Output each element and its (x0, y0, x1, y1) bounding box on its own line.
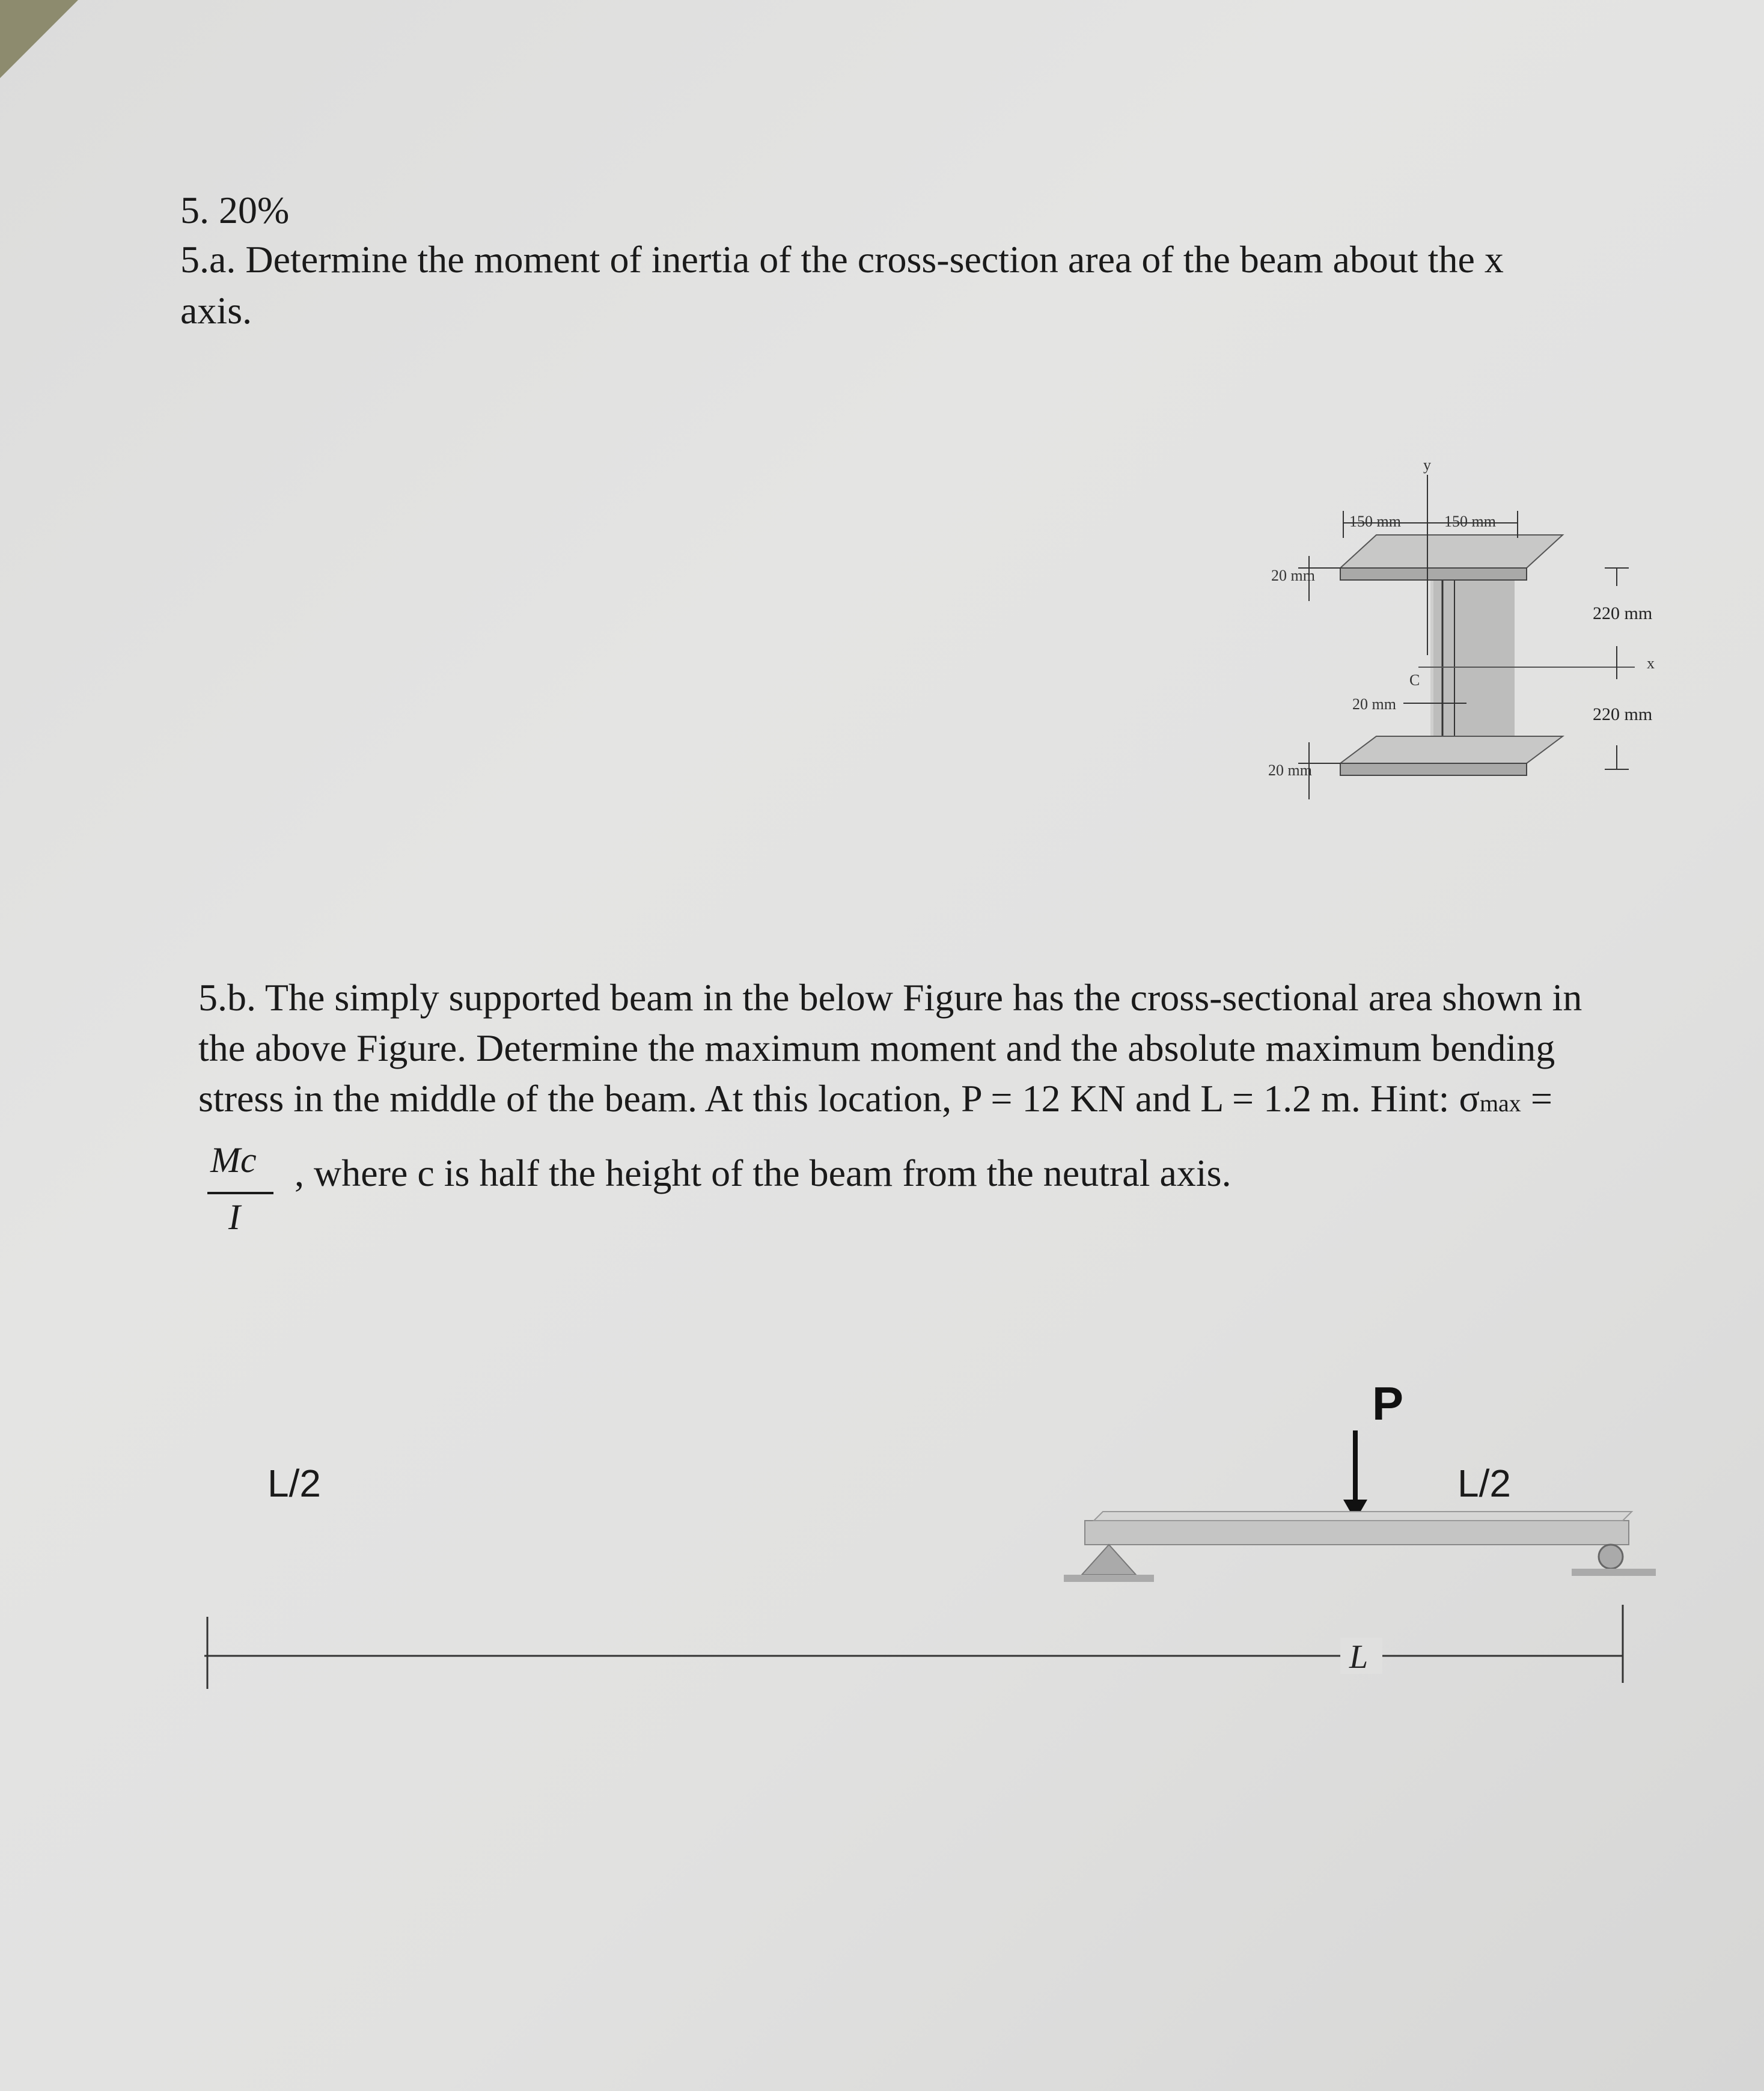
part-b-line-3-end: = (1521, 1077, 1552, 1120)
part-b-line-1: 5.b. The simply supported beam in the below Figure has the cross-sectional area shown in (198, 976, 1582, 1019)
part-a-line-2: axis. (180, 289, 252, 332)
centroid-label: C (1409, 671, 1420, 689)
part-b-line-4: , where c is half the height of the beam from the neutral axis. (295, 1152, 1231, 1194)
part-b-line-3-text: stress in the middle of the beam. At this location, P = 12 KN and L = 1.2 m. Hint: σ (198, 1077, 1480, 1120)
fraction-numerator: Mc (210, 1140, 257, 1180)
beam-body (1085, 1521, 1629, 1545)
left-span-label: L/2 (267, 1462, 321, 1505)
x-axis-label: x (1647, 655, 1655, 672)
y-axis-label: y (1423, 456, 1431, 474)
roller-support (1599, 1545, 1623, 1569)
bottom-flange-thickness-label: 20 mm (1268, 762, 1312, 779)
sigma-subscript: max (1479, 1090, 1521, 1117)
roller-support-base (1572, 1569, 1656, 1576)
flange-half-width-right-label: 150 mm (1444, 513, 1496, 530)
load-label: P (1372, 1377, 1404, 1430)
beam-top (1094, 1512, 1632, 1521)
pin-support (1082, 1545, 1136, 1575)
part-a-line-1: 5.a. Determine the moment of inertia of the cross-section area of the beam about the x (180, 238, 1504, 281)
problem-number: 5. 20% (180, 189, 290, 231)
right-span-label: L/2 (1457, 1462, 1511, 1505)
lower-height-label: 220 mm (1593, 704, 1653, 724)
upper-height-label: 220 mm (1593, 603, 1653, 623)
web-thickness-label: 20 mm (1352, 695, 1396, 713)
pin-support-base (1064, 1575, 1154, 1582)
fraction-denominator: I (228, 1197, 240, 1237)
top-flange-thickness-label: 20 mm (1271, 567, 1315, 584)
length-label: L (1349, 1638, 1369, 1676)
flange-half-width-left-label: 150 mm (1349, 513, 1401, 530)
part-b-line-2: the above Figure. Determine the maximum moment and the absolute maximum bending (198, 1027, 1555, 1069)
